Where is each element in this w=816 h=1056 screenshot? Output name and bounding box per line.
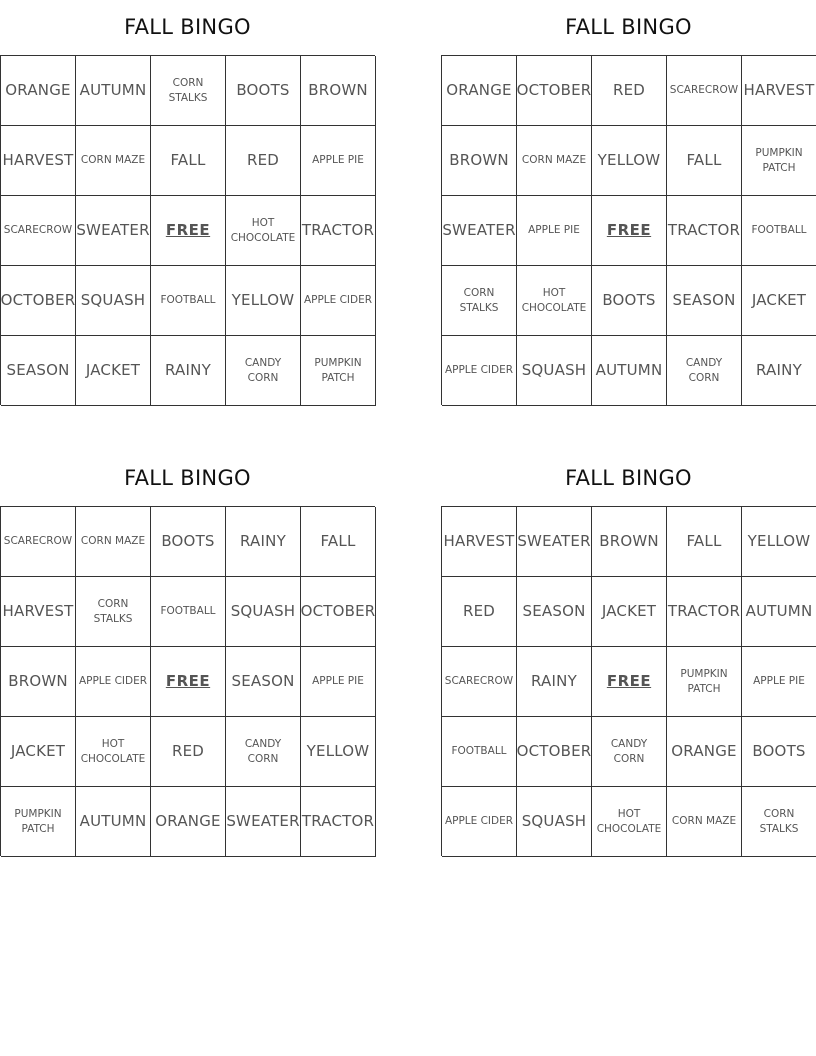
bingo-cell: BOOTS xyxy=(742,717,816,787)
bingo-cell: SQUASH xyxy=(517,336,592,406)
bingo-cell: BROWN xyxy=(442,126,517,196)
free-space-cell: FREE xyxy=(151,647,226,717)
bingo-cell: RED xyxy=(442,577,517,647)
free-space-cell: FREE xyxy=(151,196,226,266)
bingo-cell: YELLOW xyxy=(742,507,816,577)
bingo-cell: BOOTS xyxy=(592,266,667,336)
bingo-cell: SCARECROW xyxy=(667,56,742,126)
bingo-cell: APPLE PIE xyxy=(301,647,376,717)
bingo-card-2 xyxy=(441,0,816,405)
bingo-cell: PUMPKIN PATCH xyxy=(301,336,376,406)
card-title: FALL BINGO xyxy=(124,15,251,39)
bingo-cell: CANDY CORN xyxy=(592,717,667,787)
card-title: FALL BINGO xyxy=(565,466,692,490)
bingo-card-4 xyxy=(441,451,816,856)
bingo-cell: CORN MAZE xyxy=(76,507,151,577)
bingo-cell: OCTOBER xyxy=(1,266,76,336)
bingo-cell: CANDY CORN xyxy=(667,336,742,406)
bingo-cell: RAINY xyxy=(517,647,592,717)
bingo-cell: BOOTS xyxy=(151,507,226,577)
bingo-cell: ORANGE xyxy=(667,717,742,787)
bingo-cell: ORANGE xyxy=(151,787,226,857)
bingo-cell: AUTUMN xyxy=(76,56,151,126)
bingo-cell: FOOTBALL xyxy=(442,717,517,787)
bingo-grid xyxy=(441,55,816,405)
free-space-cell: FREE xyxy=(592,647,667,717)
bingo-cell: AUTUMN xyxy=(76,787,151,857)
bingo-cell: RED xyxy=(592,56,667,126)
bingo-cell: HOT CHOCOLATE xyxy=(226,196,301,266)
bingo-cell: CORN MAZE xyxy=(667,787,742,857)
bingo-cell: CANDY CORN xyxy=(226,336,301,406)
bingo-cell: YELLOW xyxy=(226,266,301,336)
bingo-cell: YELLOW xyxy=(592,126,667,196)
bingo-card-3 xyxy=(0,451,375,856)
card-title: FALL BINGO xyxy=(565,15,692,39)
bingo-cell: FALL xyxy=(667,126,742,196)
bingo-cell: HOT CHOCOLATE xyxy=(592,787,667,857)
bingo-cell: CORN STALKS xyxy=(151,56,226,126)
bingo-cell: ORANGE xyxy=(442,56,517,126)
bingo-cell: SQUASH xyxy=(76,266,151,336)
bingo-cell: OCTOBER xyxy=(301,577,376,647)
bingo-cell: SCARECROW xyxy=(442,647,517,717)
bingo-cell: TRACTOR xyxy=(667,196,742,266)
bingo-cell: APPLE CIDER xyxy=(76,647,151,717)
bingo-cell: PUMPKIN PATCH xyxy=(667,647,742,717)
bingo-cell: JACKET xyxy=(76,336,151,406)
bingo-cell: BROWN xyxy=(592,507,667,577)
bingo-grid xyxy=(441,506,816,856)
bingo-cell: SWEATER xyxy=(226,787,301,857)
bingo-cell: FOOTBALL xyxy=(151,266,226,336)
bingo-card-1 xyxy=(0,0,375,405)
bingo-cell: OCTOBER xyxy=(517,717,592,787)
bingo-cell: PUMPKIN PATCH xyxy=(1,787,76,857)
bingo-cell: HOT CHOCOLATE xyxy=(517,266,592,336)
bingo-cell: APPLE PIE xyxy=(517,196,592,266)
bingo-cell: APPLE PIE xyxy=(301,126,376,196)
bingo-cell: SQUASH xyxy=(517,787,592,857)
card-title: FALL BINGO xyxy=(124,466,251,490)
bingo-cell: CORN STALKS xyxy=(442,266,517,336)
bingo-cell: SCARECROW xyxy=(1,507,76,577)
bingo-cell: RAINY xyxy=(226,507,301,577)
bingo-cell: TRACTOR xyxy=(301,196,376,266)
bingo-cell: RED xyxy=(226,126,301,196)
bingo-cell: FALL xyxy=(151,126,226,196)
bingo-cell: RED xyxy=(151,717,226,787)
bingo-cell: SWEATER xyxy=(442,196,517,266)
bingo-cell: SEASON xyxy=(226,647,301,717)
bingo-cell: SCARECROW xyxy=(1,196,76,266)
bingo-cell: CORN MAZE xyxy=(517,126,592,196)
bingo-cell: AUTUMN xyxy=(742,577,816,647)
bingo-cell: YELLOW xyxy=(301,717,376,787)
bingo-cell: TRACTOR xyxy=(667,577,742,647)
bingo-cell: RAINY xyxy=(742,336,816,406)
bingo-cell: CORN STALKS xyxy=(76,577,151,647)
bingo-cell: SEASON xyxy=(1,336,76,406)
bingo-cell: HARVEST xyxy=(442,507,517,577)
bingo-cell: HARVEST xyxy=(1,126,76,196)
bingo-cell: FALL xyxy=(301,507,376,577)
bingo-cell: BROWN xyxy=(1,647,76,717)
bingo-cell: FOOTBALL xyxy=(742,196,816,266)
bingo-cell: JACKET xyxy=(592,577,667,647)
bingo-cell: BOOTS xyxy=(226,56,301,126)
bingo-cell: SWEATER xyxy=(517,507,592,577)
bingo-cell: APPLE CIDER xyxy=(301,266,376,336)
bingo-cell: HARVEST xyxy=(742,56,816,126)
bingo-cell: CANDY CORN xyxy=(226,717,301,787)
bingo-cell: HOT CHOCOLATE xyxy=(76,717,151,787)
bingo-cell: FOOTBALL xyxy=(151,577,226,647)
bingo-cell: JACKET xyxy=(1,717,76,787)
bingo-cell: ORANGE xyxy=(1,56,76,126)
bingo-cell: RAINY xyxy=(151,336,226,406)
bingo-cell: SQUASH xyxy=(226,577,301,647)
bingo-cell: SWEATER xyxy=(76,196,151,266)
bingo-cell: APPLE CIDER xyxy=(442,787,517,857)
bingo-cell: CORN MAZE xyxy=(76,126,151,196)
bingo-cell: OCTOBER xyxy=(517,56,592,126)
bingo-cell: SEASON xyxy=(667,266,742,336)
bingo-grid xyxy=(0,55,375,405)
free-space-cell: FREE xyxy=(592,196,667,266)
bingo-cell: TRACTOR xyxy=(301,787,376,857)
bingo-grid xyxy=(0,506,375,856)
bingo-cell: AUTUMN xyxy=(592,336,667,406)
bingo-cell: FALL xyxy=(667,507,742,577)
bingo-cell: SEASON xyxy=(517,577,592,647)
bingo-cell: CORN STALKS xyxy=(742,787,816,857)
bingo-cell: JACKET xyxy=(742,266,816,336)
bingo-cell: APPLE PIE xyxy=(742,647,816,717)
bingo-cell: APPLE CIDER xyxy=(442,336,517,406)
bingo-cell: HARVEST xyxy=(1,577,76,647)
bingo-cell: PUMPKIN PATCH xyxy=(742,126,816,196)
bingo-cell: BROWN xyxy=(301,56,376,126)
